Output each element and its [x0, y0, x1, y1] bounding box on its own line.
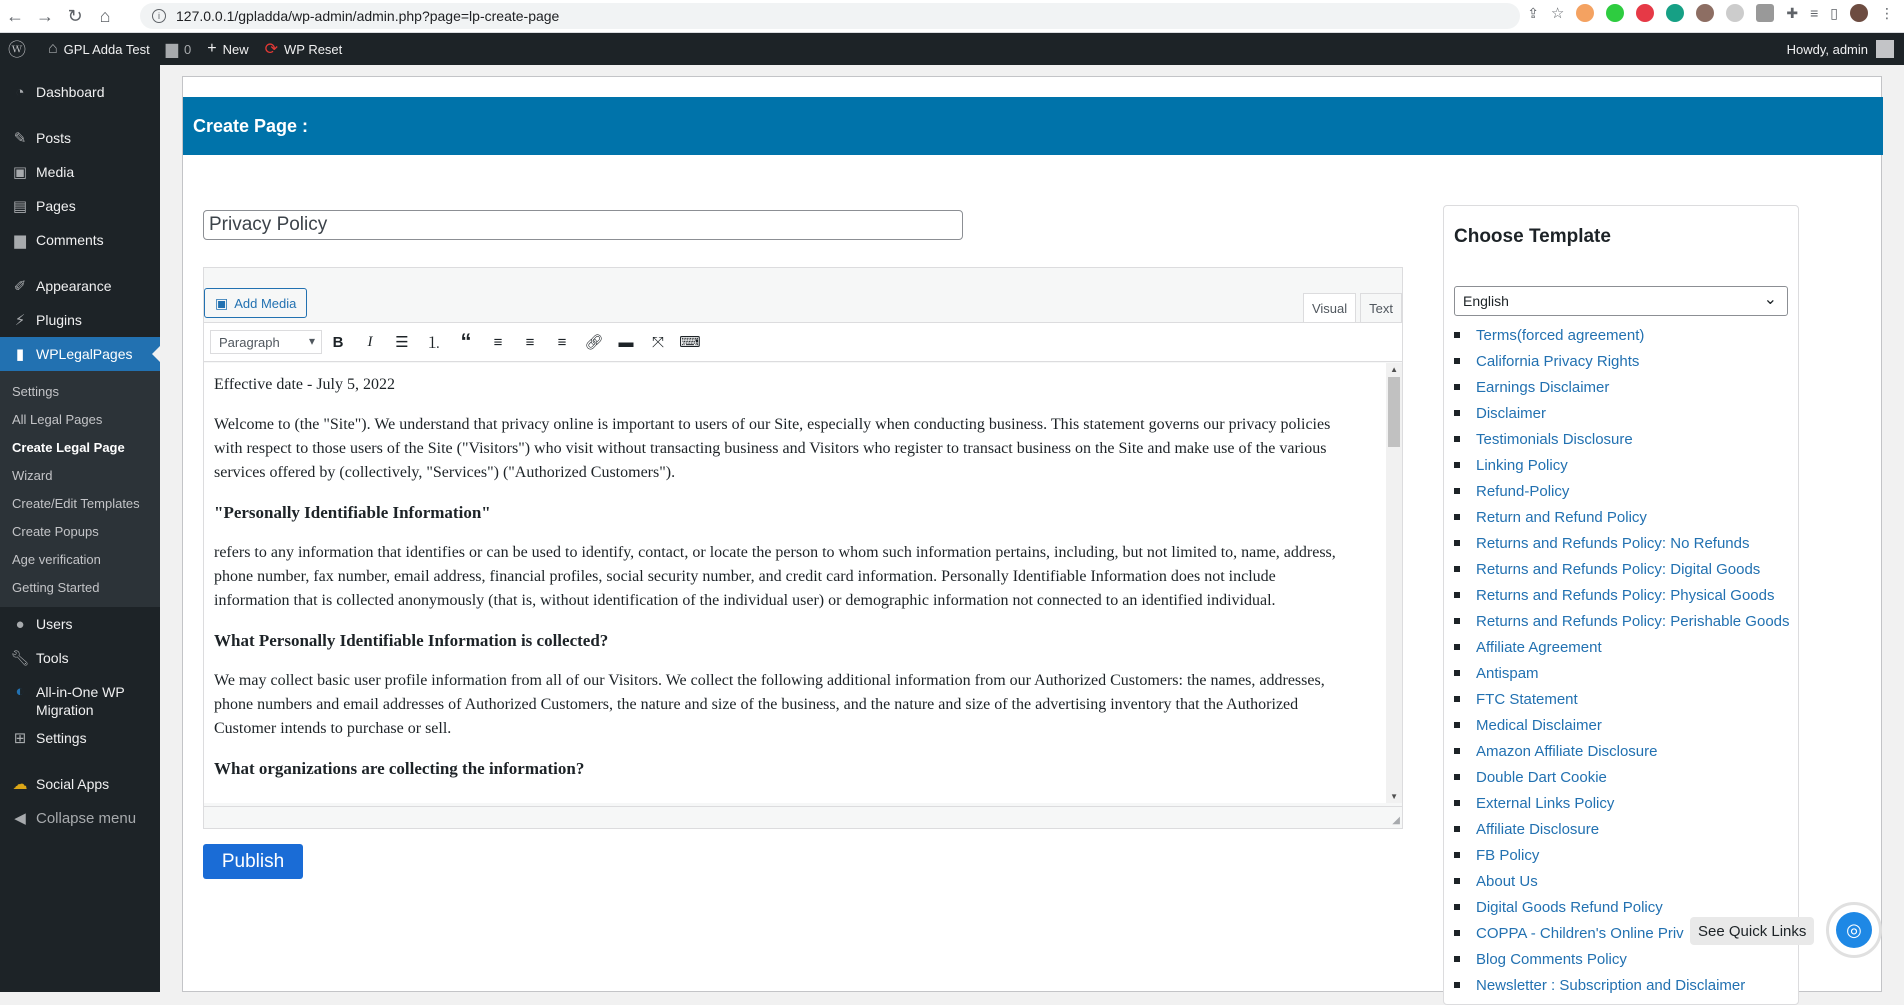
toolbar-toggle-icon[interactable]: ⌨: [679, 334, 701, 351]
editor-tabs: [1299, 293, 1402, 323]
document-icon: ▮: [15, 346, 25, 363]
comment-bubble-icon: ▆: [165, 41, 178, 58]
submenu-item-settings[interactable]: Settings: [12, 383, 59, 399]
collapse-arrow-icon: ◀: [14, 810, 26, 827]
comment-bubble-icon: ▆: [14, 232, 26, 249]
template-link[interactable]: Disclaimer: [1454, 400, 1790, 426]
sidebar-item-comments[interactable]: ▆ Comments: [0, 223, 160, 257]
template-link[interactable]: Refund-Policy: [1454, 478, 1790, 504]
effective-date: Effective date - July 5, 2022: [214, 376, 395, 393]
wp-reset-link[interactable]: ⟳ WP Reset: [264, 41, 343, 58]
template-link[interactable]: FTC Statement: [1454, 686, 1790, 712]
template-link[interactable]: COPPA - Children's Online Priv: [1454, 920, 1790, 946]
blockquote-icon[interactable]: “: [460, 329, 472, 354]
editor-status-bar: [204, 806, 1402, 828]
template-link[interactable]: External Links Policy: [1454, 790, 1790, 816]
extension-icon[interactable]: [1726, 4, 1744, 22]
main-content: [182, 76, 1882, 992]
pages-icon: ▤: [12, 198, 28, 215]
template-link[interactable]: Newsletter : Subscription and Disclaimer: [1454, 972, 1790, 998]
scroll-up-icon[interactable]: ▲: [1390, 365, 1398, 374]
template-link[interactable]: Medical Disclaimer: [1454, 712, 1790, 738]
browser-toolbar: [0, 0, 1904, 33]
page-title: Create Page :: [183, 97, 1883, 155]
language-select[interactable]: English ⌄: [1454, 286, 1788, 316]
users-icon: ●: [15, 615, 25, 633]
sidebar-item-appearance[interactable]: ✐ Appearance: [0, 269, 160, 303]
camera-icon[interactable]: [1756, 4, 1774, 22]
sidebar-item-plugins[interactable]: ⚡ Plugins: [0, 303, 160, 337]
submenu-item-all-legal-pages[interactable]: All Legal Pages: [12, 411, 103, 427]
publish-button[interactable]: Publish: [203, 844, 303, 879]
sidebar-item-posts[interactable]: ✎ Posts: [0, 121, 160, 155]
settings-sliders-icon: ⊞: [13, 730, 27, 747]
sidebar-item-media[interactable]: ▣ Media: [0, 155, 160, 189]
submenu-item-getting-started[interactable]: Getting Started: [12, 579, 100, 595]
side-panel-icon[interactable]: ▯: [1830, 4, 1838, 21]
media-icon: ▣: [12, 164, 28, 181]
template-link[interactable]: Return and Refund Policy: [1454, 504, 1790, 530]
tab-visual[interactable]: Visual: [1303, 293, 1356, 323]
template-link[interactable]: Testimonials Disclosure: [1454, 426, 1790, 452]
quick-links-button[interactable]: [1826, 902, 1882, 958]
page-title-input[interactable]: Privacy Policy: [203, 210, 963, 240]
template-link[interactable]: Terms(forced agreement): [1454, 322, 1790, 348]
template-link[interactable]: About Us: [1454, 868, 1790, 894]
bookmark-star-icon[interactable]: ☆: [1550, 5, 1565, 22]
numbered-list-icon[interactable]: ⒈: [426, 334, 442, 352]
profile-avatar[interactable]: [1850, 4, 1868, 22]
template-link[interactable]: Returns and Refunds Policy: Perishable Goods: [1454, 608, 1790, 634]
template-link[interactable]: Returns and Refunds Policy: Physical Goods: [1454, 582, 1790, 608]
forward-icon[interactable]: →: [36, 5, 54, 26]
align-right-icon[interactable]: ≡: [557, 333, 567, 351]
extension-icon[interactable]: [1576, 4, 1594, 22]
scroll-down-icon[interactable]: ▼: [1390, 792, 1398, 801]
heading: "Personally Identifiable Information": [214, 503, 491, 522]
menu-dots-icon[interactable]: ⋮: [1880, 4, 1894, 21]
sidebar-item-wplegalpages[interactable]: ▮ WPLegalPages: [0, 337, 160, 371]
admin-sidebar: [0, 65, 160, 992]
migration-icon: ◐: [15, 683, 25, 700]
template-panel-title: Choose Template: [1454, 226, 1611, 247]
template-link[interactable]: Digital Goods Refund Policy: [1454, 894, 1790, 920]
pin-icon: ✎: [13, 130, 27, 147]
template-link[interactable]: Antispam: [1454, 660, 1790, 686]
wordpress-logo-icon[interactable]: ⓦ: [8, 40, 26, 60]
url-text: 127.0.0.1/gpladda/wp-admin/admin.php?page=lp-create-page: [176, 8, 560, 24]
new-content-link[interactable]: + New: [207, 40, 249, 57]
editor-scrollbar[interactable]: [1386, 363, 1402, 803]
template-link[interactable]: Affiliate Disclosure: [1454, 816, 1790, 842]
user-avatar: [1876, 40, 1894, 58]
wplegalpages-submenu: [0, 371, 160, 607]
add-media-button[interactable]: ▣ Add Media: [204, 288, 307, 318]
my-account[interactable]: Howdy, admin: [1787, 33, 1894, 65]
sidebar-item-tools[interactable]: 🔧︎ Tools: [10, 650, 69, 667]
editor-container: [203, 267, 1403, 829]
submenu-item-create-edit-templates[interactable]: Create/Edit Templates: [12, 495, 140, 511]
reading-list-icon[interactable]: ≡: [1810, 5, 1819, 21]
align-center-icon[interactable]: ≡: [525, 333, 535, 351]
submenu-item-wizard[interactable]: Wizard: [12, 467, 53, 483]
address-bar[interactable]: [140, 3, 1520, 29]
scroll-thumb[interactable]: [1388, 377, 1400, 447]
bold-icon[interactable]: B: [332, 333, 344, 351]
dashboard-gauge-icon: ◔: [15, 83, 25, 101]
template-link[interactable]: Earnings Disclaimer: [1454, 374, 1790, 400]
add-media-icon: ▣: [215, 294, 229, 311]
submenu-item-create-popups[interactable]: Create Popups: [12, 523, 99, 539]
home-icon[interactable]: ⌂: [99, 5, 111, 26]
submenu-item-age-verification[interactable]: Age verification: [12, 551, 101, 567]
template-link[interactable]: Linking Policy: [1454, 452, 1790, 478]
sidebar-item-pages[interactable]: ▤ Pages: [0, 189, 160, 223]
comments-link[interactable]: ▆ 0: [165, 41, 192, 58]
template-link[interactable]: Amazon Affiliate Disclosure: [1454, 738, 1790, 764]
reload-icon[interactable]: ↻: [67, 5, 83, 26]
template-link[interactable]: Affiliate Agreement: [1454, 634, 1790, 660]
align-left-icon[interactable]: ≡: [493, 333, 503, 351]
paintbrush-icon: ✐: [13, 278, 27, 295]
template-list: [1454, 322, 1790, 998]
editor-toolbar: [204, 322, 1402, 362]
home-icon: ⌂: [48, 40, 58, 57]
wp-reset-icon: ⟳: [264, 41, 278, 58]
sidebar-item-migration[interactable]: ◐ All-in-One WP Migration: [0, 675, 160, 721]
sidebar-item-dashboard[interactable]: ◔ Dashboard: [0, 75, 160, 109]
bullet-list-icon[interactable]: ☰: [395, 334, 409, 351]
submenu-item-create-legal-page[interactable]: Create Legal Page: [12, 439, 125, 455]
italic-icon[interactable]: I: [367, 333, 373, 350]
template-link[interactable]: California Privacy Rights: [1454, 348, 1790, 374]
plus-icon: +: [207, 40, 217, 57]
paragraph: Welcome to (the "Site"). We understand that privacy online is important to users of our Site, especially when conducting business. This statement governs our privacy policies with respect to those users of the Site ("Visitors") who visit without transacting business and Visitors who register to transact business on the Site and make use of the various services offered by (collectively, "Services") ("Authorized Customers").: [214, 416, 1331, 481]
extension-icon[interactable]: [1696, 4, 1714, 22]
extension-icon[interactable]: [1636, 4, 1654, 22]
template-link[interactable]: Returns and Refunds Policy: No Refunds: [1454, 530, 1790, 556]
tab-text[interactable]: Text: [1360, 293, 1402, 323]
quick-links-icon: ◎: [1836, 912, 1872, 948]
wp-admin-bar: [0, 33, 1904, 65]
heading: What organizations are collecting the information?: [214, 759, 585, 778]
template-link[interactable]: Returns and Refunds Policy: Digital Goods: [1454, 556, 1790, 582]
link-icon[interactable]: 🔗︎: [584, 334, 604, 351]
sidebar-item-social-apps[interactable]: ☁ Social Apps: [0, 767, 160, 801]
resize-handle-icon[interactable]: ◢: [1392, 815, 1400, 826]
site-name-link[interactable]: ⌂ GPL Adda Test: [48, 40, 150, 57]
template-link[interactable]: Double Dart Cookie: [1454, 764, 1790, 790]
social-apps-icon: ☁: [12, 776, 28, 793]
choose-template-panel: [1443, 205, 1799, 1005]
site-info-icon[interactable]: i: [152, 9, 166, 23]
format-select[interactable]: Paragraph ▾: [210, 330, 322, 354]
see-quick-links-label[interactable]: See Quick Links: [1690, 917, 1814, 945]
share-icon[interactable]: ⇪: [1527, 4, 1539, 21]
sidebar-item-users[interactable]: ● Users: [0, 607, 160, 641]
extension-icon[interactable]: [1666, 4, 1684, 22]
sidebar-item-settings[interactable]: ⊞ Settings: [0, 721, 160, 755]
heading: What Personally Identifiable Information is collected?: [214, 631, 609, 650]
plugin-plug-icon: ⚡: [14, 312, 26, 329]
editor-content[interactable]: [204, 363, 1402, 803]
extensions-area: [1527, 4, 1894, 22]
fullscreen-icon[interactable]: ⤧: [651, 333, 664, 351]
template-link[interactable]: FB Policy: [1454, 842, 1790, 868]
wrench-icon: 🔧︎: [10, 650, 30, 667]
paragraph: We may collect basic user profile information from all of our Visitors. We collect the following additional information from our Authorized Customers: the names, addresses, phone numbers and email addresses of Authorized Customers, the nature and size of the business, and the nature and size of the advertising inventory that the Authorized Customer intends to purchase or sell.: [214, 672, 1325, 737]
template-link[interactable]: Blog Comments Policy: [1454, 946, 1790, 972]
paragraph: refers to any information that identifies or can be used to identify, contact, or locate the person to whom such information pertains, including, but not limited to, name, address, phone number, fax number, email address, financial profiles, social security number, and credit card information. Personally Identifiable Information does not include information that is collected anonymously (that is, without identification of the individual user) or demographic information not connected to an identified individual.: [214, 544, 1336, 609]
read-more-icon[interactable]: ▬: [618, 333, 634, 351]
extension-icon[interactable]: [1606, 4, 1624, 22]
back-icon[interactable]: ←: [6, 5, 24, 26]
collapse-menu-button[interactable]: ◀ Collapse menu: [0, 801, 160, 835]
puzzle-icon[interactable]: ✚: [1786, 4, 1799, 21]
